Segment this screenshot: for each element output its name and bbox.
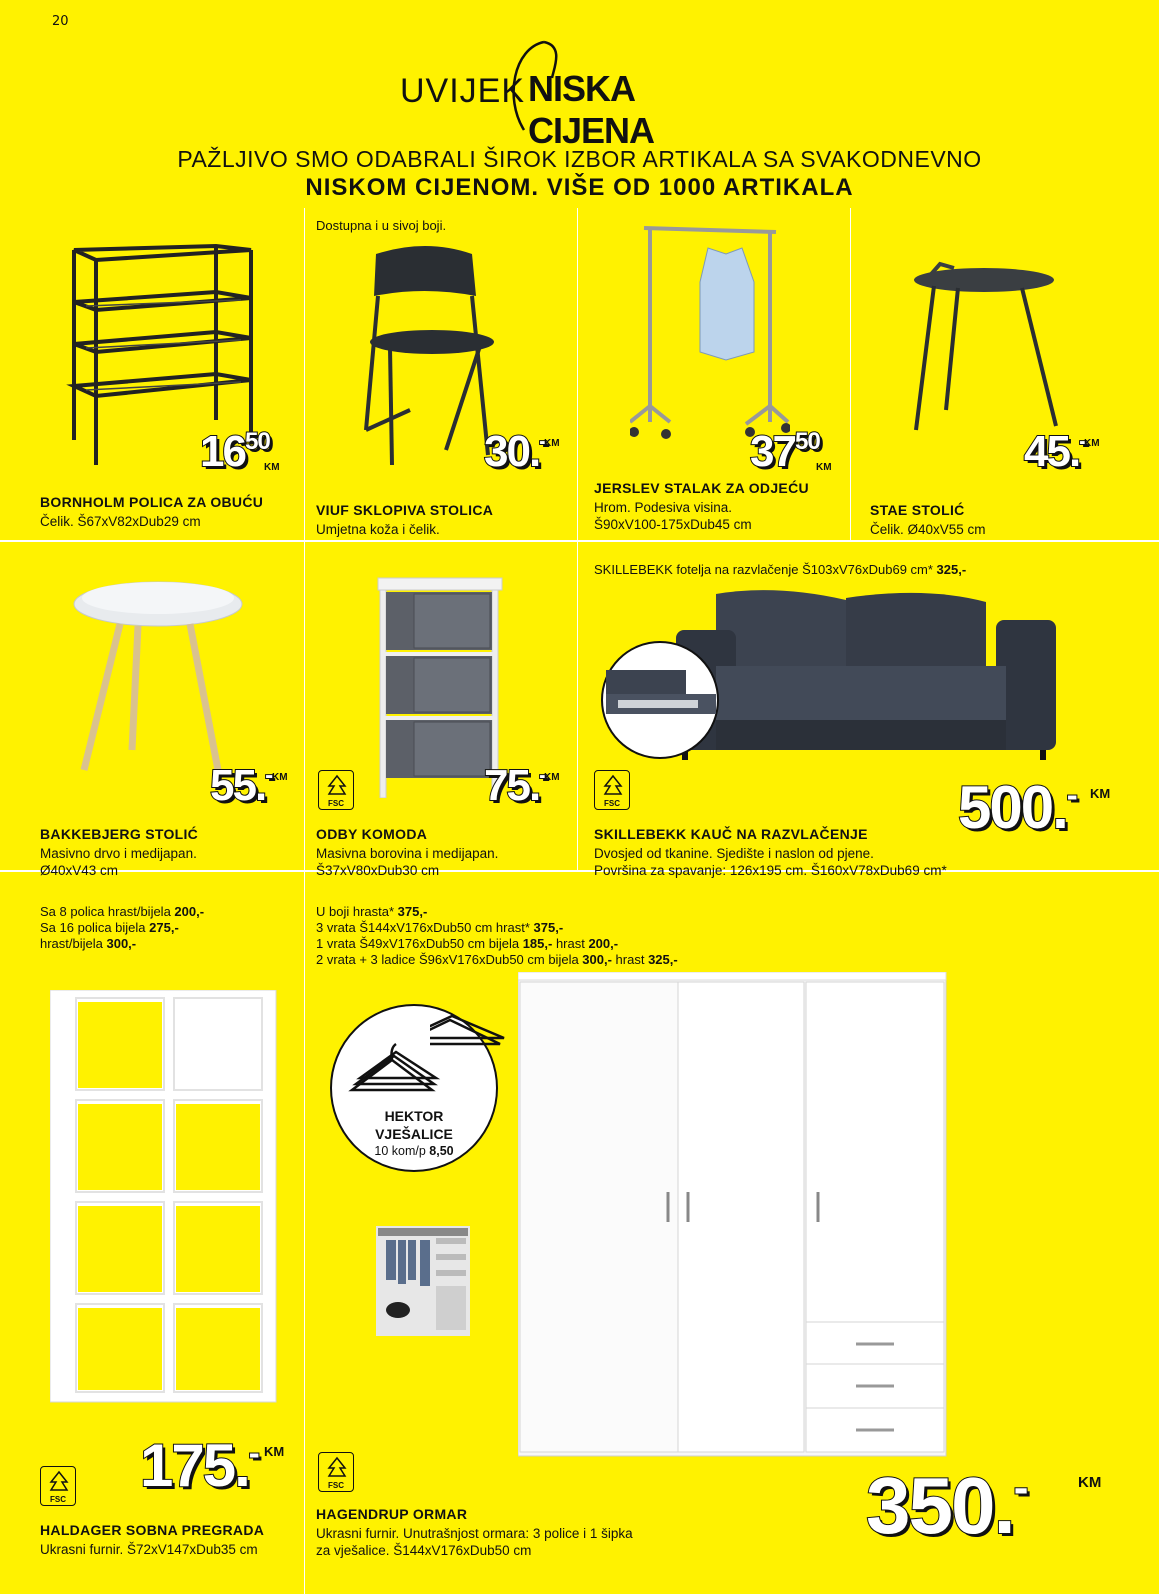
fsc-logo bbox=[318, 1452, 354, 1492]
product-desc-hagendrup-1: Ukrasni furnir. Unutrašnjost ormara: 3 police i 1 šipka bbox=[316, 1526, 633, 1541]
currency-label: KM bbox=[264, 1444, 285, 1459]
haldager-note bbox=[40, 920, 179, 936]
currency-label: KM bbox=[1078, 1474, 1102, 1491]
currency-label: KM bbox=[1090, 786, 1111, 801]
round-table-image bbox=[70, 580, 250, 780]
product-name-stae: STAE STOLIĆ bbox=[870, 502, 965, 518]
fsc-label: FSC bbox=[328, 1481, 344, 1490]
product-name-bakkebjerg: BAKKEBJERG STOLIĆ bbox=[40, 826, 199, 842]
price-dec: - bbox=[539, 428, 547, 455]
hangers-top-icon bbox=[430, 1010, 510, 1050]
price-int: 16 bbox=[200, 427, 245, 476]
divider bbox=[304, 541, 305, 870]
product-desc-jerslev-2: Š90xV100-175xDub45 cm bbox=[594, 517, 752, 532]
wardrobe-interior-image bbox=[376, 1226, 470, 1336]
price-dec: 50 bbox=[244, 428, 270, 455]
note-price: 200,- bbox=[174, 904, 205, 919]
product-desc-stae: Čelik. Ø40xV55 cm bbox=[870, 522, 986, 537]
sofa-bed-image bbox=[676, 590, 1066, 770]
currency-label: KM bbox=[1084, 438, 1100, 449]
price-bakkebjerg bbox=[210, 761, 273, 810]
shelving-unit-image bbox=[50, 990, 280, 1410]
divider bbox=[0, 540, 1159, 542]
note-price: 375,- bbox=[533, 920, 564, 935]
price-int: 500. bbox=[958, 774, 1067, 841]
note-text: 2 vrata + 3 ladice Š96xV176xDub50 cm bijela bbox=[316, 952, 583, 967]
logo-part1: UVIJEK bbox=[400, 72, 526, 110]
note-text: hrast bbox=[552, 936, 589, 951]
price-dec: - bbox=[248, 1434, 259, 1471]
price-dec: - bbox=[539, 762, 547, 789]
wardrobe-image bbox=[518, 972, 954, 1458]
note-price: 375,- bbox=[397, 904, 428, 919]
currency-label: KM bbox=[544, 772, 560, 783]
price-int: 30. bbox=[484, 427, 540, 476]
product-note-skillebekk bbox=[594, 562, 966, 578]
fsc-logo bbox=[318, 770, 354, 810]
price-dec: - bbox=[1079, 428, 1087, 455]
product-name-skillebekk: SKILLEBEKK KAUČ NA RAZVLAČENJE bbox=[594, 826, 868, 842]
product-name-haldager: HALDAGER SOBNA PREGRADA bbox=[40, 1522, 265, 1538]
price-viuf bbox=[484, 427, 547, 476]
fsc-tree-icon bbox=[601, 774, 625, 798]
price-dec: - bbox=[1013, 1463, 1028, 1512]
currency-label: KM bbox=[816, 462, 832, 473]
product-desc-skillebekk-1: Dvosjed od tkanine. Sjedište i naslon od pjene. bbox=[594, 846, 874, 861]
hektor-qty: 10 kom/p bbox=[374, 1144, 430, 1158]
brand-logo bbox=[400, 38, 760, 151]
product-desc-odby-2: Š37xV80xDub30 cm bbox=[316, 863, 440, 878]
note-text: Sa 16 polica bijela bbox=[40, 920, 150, 935]
product-name-viuf: VIUF SKLOPIVA STOLICA bbox=[316, 502, 494, 518]
price-dec: - bbox=[1066, 776, 1077, 813]
divider bbox=[304, 208, 305, 540]
note-text: 1 vrata Š49xV176xDub50 cm bijela bbox=[316, 936, 523, 951]
hagendrup-note bbox=[316, 936, 618, 952]
price-jerslev bbox=[750, 427, 820, 476]
note-text: 3 vrata Š144xV176xDub50 cm hrast* bbox=[316, 920, 534, 935]
note-price: 300,- bbox=[106, 936, 137, 951]
product-desc-haldager: Ukrasni furnir. Š72xV147xDub35 cm bbox=[40, 1542, 258, 1557]
note-price: 200,- bbox=[588, 936, 619, 951]
fsc-tree-icon bbox=[47, 1470, 71, 1494]
price-int: 55. bbox=[210, 761, 266, 810]
currency-label: KM bbox=[272, 772, 288, 783]
note-text: hrast/bijela bbox=[40, 936, 107, 951]
hektor-price-value: 8,50 bbox=[429, 1144, 454, 1158]
note-text: Sa 8 polica hrast/bijela bbox=[40, 904, 175, 919]
intro-line1: PAŽLJIVO SMO ODABRALI ŠIROK IZBOR ARTIKALA SA SVAKODNEVNO bbox=[177, 146, 982, 172]
price-haldager bbox=[140, 1432, 259, 1499]
price-skillebekk bbox=[958, 774, 1077, 841]
fsc-label: FSC bbox=[328, 799, 344, 808]
intro-line2: NISKOM CIJENOM. VIŠE OD 1000 ARTIKALA bbox=[305, 174, 854, 201]
note-price: 275,- bbox=[149, 920, 179, 935]
product-name-hagendrup: HAGENDRUP ORMAR bbox=[316, 1506, 468, 1522]
divider bbox=[577, 541, 578, 870]
fsc-label: FSC bbox=[50, 1495, 66, 1504]
price-dec: 50 bbox=[794, 428, 820, 455]
price-stae bbox=[1024, 427, 1087, 476]
price-bornholm bbox=[200, 427, 270, 476]
product-desc-bornholm: Čelik. Š67xV82xDub29 cm bbox=[40, 514, 201, 529]
haldager-note bbox=[40, 904, 204, 920]
price-int: 37 bbox=[750, 427, 795, 476]
product-name-odby: ODBY KOMODA bbox=[316, 826, 428, 842]
hagendrup-note bbox=[316, 920, 563, 936]
price-int: 75. bbox=[484, 761, 540, 810]
price-odby bbox=[484, 761, 547, 810]
product-desc-hagendrup-2: za vješalice. Š144xV176xDub50 cm bbox=[316, 1543, 532, 1558]
fsc-tree-icon bbox=[325, 774, 349, 798]
price-hagendrup bbox=[866, 1461, 1028, 1550]
price-int: 175. bbox=[140, 1432, 249, 1499]
divider bbox=[850, 208, 851, 540]
fsc-logo bbox=[40, 1466, 76, 1506]
price-dec: - bbox=[265, 762, 273, 789]
hagendrup-note bbox=[316, 952, 678, 968]
price-int: 350. bbox=[866, 1461, 1014, 1550]
product-name-bornholm: BORNHOLM POLICA ZA OBUĆU bbox=[40, 494, 264, 510]
product-desc-bakkebjerg-1: Masivno drvo i medijapan. bbox=[40, 846, 197, 861]
product-note-viuf: Dostupna i u sivoj boji. bbox=[316, 218, 447, 233]
hektor-title: HEKTOR bbox=[384, 1108, 444, 1124]
note-text: SKILLEBEKK fotelja na razvlačenje Š103xV76xDub69 cm* bbox=[594, 562, 937, 577]
logo-part2: NISKA CIJENA bbox=[528, 68, 655, 151]
product-name-jerslev: JERSLEV STALAK ZA ODJEĆU bbox=[594, 480, 809, 496]
price-int: 45. bbox=[1024, 427, 1080, 476]
divider bbox=[577, 208, 578, 540]
side-table-image bbox=[906, 260, 1066, 440]
note-text: hrast bbox=[611, 952, 649, 967]
fsc-logo bbox=[594, 770, 630, 810]
product-desc-viuf: Umjetna koža i čelik. bbox=[316, 522, 440, 537]
clothes-rack-image bbox=[630, 222, 790, 448]
divider bbox=[304, 871, 305, 1594]
note-price: 325,- bbox=[648, 952, 678, 967]
fsc-label: FSC bbox=[604, 799, 620, 808]
note-price: 325,- bbox=[936, 562, 967, 577]
haldager-note bbox=[40, 936, 136, 952]
fsc-tree-icon bbox=[325, 1456, 349, 1480]
currency-label: KM bbox=[544, 438, 560, 449]
currency-label: KM bbox=[264, 462, 280, 473]
product-desc-bakkebjerg-2: Ø40xV43 cm bbox=[40, 863, 119, 878]
hektor-subtitle: VJEŠALICE bbox=[375, 1126, 453, 1142]
product-desc-odby-1: Masivna borovina i medijapan. bbox=[316, 846, 499, 861]
sofa-detail-circle-image bbox=[596, 640, 726, 760]
divider bbox=[0, 870, 1159, 872]
hagendrup-note bbox=[316, 904, 427, 920]
product-desc-jerslev-1: Hrom. Podesiva visina. bbox=[594, 500, 733, 515]
page-number: 20 bbox=[52, 14, 69, 29]
hektor-price bbox=[332, 1144, 496, 1158]
note-price: 185,- bbox=[522, 936, 553, 951]
note-price: 300,- bbox=[582, 952, 612, 967]
product-desc-skillebekk-2: Površina za spavanje: 126x195 cm. Š160xV78xDub69 cm* bbox=[594, 863, 947, 878]
note-text: U boji hrasta* bbox=[316, 904, 398, 919]
